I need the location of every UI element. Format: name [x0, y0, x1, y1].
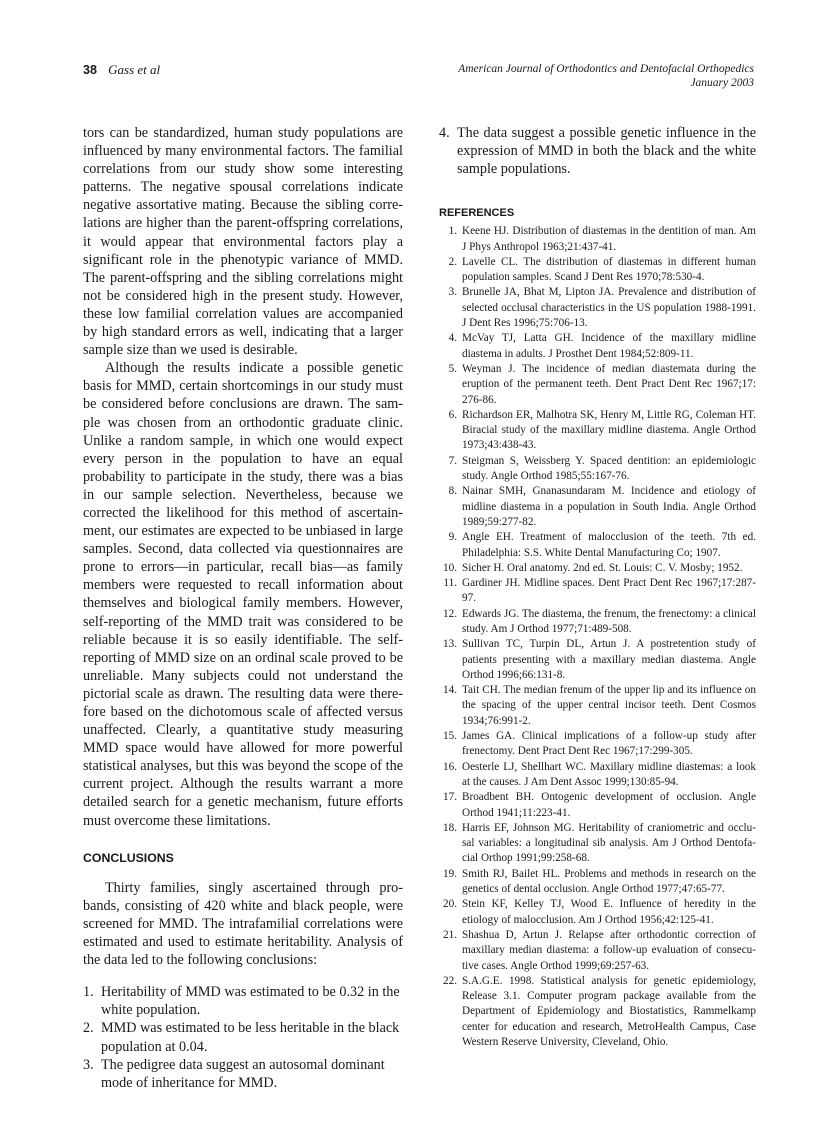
reference-number: 9. — [448, 531, 457, 544]
body-paragraph: Although the results indicate a possible genetic basis for MMD, certain shortcomings in our study must be considered before conclusions are drawn. The sam-ple was chosen from an orthodontic graduate clinic. Unlike a random sample, in which one would expect every person in the population to have an equal probability to participate in the study, there was a bias in our sample selection. Nevertheless, because we corrected the likelihood for this method of ascertain-ment, our estimates are expected to be unbiased in large samples. Second, data collected via questionnaires are prone to errors—in particular, recall bias—as family members were requested to recall information about themselves and biological family members. However, self-reporting of the MMD trait was considered to be reliable because it is so easily identifiable. The self-reporting of MMD size on an ordinal scale proved to be unreliable. Many subjects could not understand the pictorial scale as drawn. The resulting data were there-fore based on the dichotomous scale of affected versus unaffected. Clearly, a quantitative study measuring MMD space would have allowed for more powerful statistical analyses, but this was beyond the scope of the current project. Although the results warrant a more detailed search for a genetic mechanism, future efforts must overcome these limitations. — [83, 360, 403, 829]
references-heading: REFERENCES — [439, 207, 515, 220]
reference-item — [439, 561, 756, 576]
reference-text: Oesterle LJ, Shellhart WC. Maxillary midline diastemas: a look at the causes. J Am Dent Assoc 1999;130:85-94. — [462, 760, 756, 788]
reference-text: Gardiner JH. Midline spaces. Dent Pract Dent Rec 1967;17:287-97. — [462, 577, 756, 605]
conclusions-list — [83, 983, 403, 1092]
reference-item — [439, 285, 756, 331]
reference-number: 17. — [443, 791, 457, 804]
conclusion-text: The data suggest a possible genetic influence in the expression of MMD in both the black and the white sample populations. — [457, 125, 756, 178]
reference-item — [439, 607, 756, 638]
running-header-left — [83, 62, 160, 78]
reference-text: S.A.G.E. 1998. Statistical analysis for genetic epidemiology, Release 3.1. Computer program package available from the Department of Epidemiology and Biostatistics, Rammelkamp center for education and research, MetroHealth Campus, Case Western Reserve University, Cleveland, Ohio. — [462, 974, 756, 1049]
reference-item — [439, 530, 756, 561]
reference-text: Sicher H. Oral anatomy. 2nd ed. St. Louis: C. V. Mosby; 1952. — [462, 561, 743, 574]
reference-item — [439, 576, 756, 607]
conclusion-number: 4. — [439, 125, 450, 141]
running-authors: Gass et al — [108, 62, 161, 77]
reference-number: 5. — [448, 362, 457, 375]
references-list — [439, 224, 756, 1050]
reference-number: 16. — [443, 760, 457, 773]
conclusion-item — [83, 983, 403, 1019]
reference-item — [439, 867, 756, 898]
reference-item — [439, 790, 756, 821]
reference-text: Edwards JG. The diastema, the frenum, the frenectomy: a clinical study. Am J Orthod 1977;71:489-508. — [462, 607, 756, 635]
reference-number: 14. — [443, 684, 457, 697]
reference-text: McVay TJ, Latta GH. Incidence of the maxillary midline diastema in adults. J Prosthet Dent 1984;52:809-11. — [462, 332, 756, 360]
conclusions-intro: Thirty families, singly ascertained through pro-bands, consisting of 420 white and black people, were screened for MMD. The intrafamilial correlations were estimated and used to estimate heritability. Analysis of the data led to the following conclusions: — [83, 879, 403, 969]
conclusion-number: 3. — [83, 1056, 94, 1073]
reference-text: Harris EF, Johnson MG. Heritability of craniometric and occlu-sal variables: a longitudinal sib analysis. Am J Orthod Dentofa-cial Orthop 1991;99:258-68. — [462, 821, 756, 865]
reference-text: Brunelle JA, Bhat M, Lipton JA. Prevalence and distribution of selected occlusal characteristics in the US population 1988-1991. J Dent Res 1996;75:706-13. — [462, 286, 756, 330]
body-paragraph: tors can be standardized, human study populations are influenced by many environmental factors. The familial correlations from our study show some interesting patterns. The negative spousal correlations indicate negative assortative mating. Because the sibling corre-lations are higher than the parent-offspring correlations, it would appear that environmental factors play a significant role in the phenotypic variance of MMD. The parent-offspring and the sibling correlations might not be considered high in the present study. However, these low familial correlation values are accompanied by high standard errors as well, indicating that a larger sample size than we used is desirable. — [83, 125, 403, 359]
reference-text: Sullivan TC, Turpin DL, Artun J. A postretention study of patients presenting with a maxillary median diastema. Angle Orthod 1996;66:131-8. — [462, 638, 756, 681]
reference-number: 4. — [448, 332, 457, 345]
reference-number: 15. — [443, 730, 457, 743]
reference-text: Broadbent BH. Ontogenic development of occlusion. Angle Orthod 1941;11:223-41. — [462, 791, 756, 819]
reference-text: Stein KF, Kelley TJ, Wood E. Influence of heredity in the etiology of malocclusion. Am J Orthod 1956;42:125-41. — [462, 898, 756, 926]
conclusion-text: The pedigree data suggest an autosomal dominant mode of inheritance for MMD. — [101, 1056, 385, 1091]
reference-number: 13. — [443, 638, 457, 651]
conclusion-item — [439, 124, 756, 178]
reference-item — [439, 331, 756, 362]
reference-text: Tait CH. The median frenum of the upper lip and its influence on the spacing of the upper central incisor teeth. Dent Cosmos 1934;76:991-2. — [462, 684, 756, 727]
journal-title: American Journal of Orthodontics and Dentofacial Orthopedics — [458, 63, 754, 75]
conclusions-heading: CONCLUSIONS — [83, 850, 174, 865]
reference-text: Keene HJ. Distribution of diastemas in the dentition of man. Am J Phys Anthropol 1963;21:437-41. — [462, 225, 756, 253]
reference-item — [439, 408, 756, 454]
conclusion-item — [83, 1019, 403, 1055]
reference-number: 19. — [443, 867, 457, 880]
reference-item — [439, 760, 756, 791]
reference-number: 11. — [443, 577, 457, 590]
reference-item — [439, 897, 756, 928]
reference-number: 10. — [443, 561, 457, 574]
reference-number: 22. — [443, 974, 457, 987]
conclusion-number: 2. — [83, 1020, 94, 1037]
conclusion-number: 1. — [83, 984, 94, 1001]
conclusion-text: Heritability of MMD was estimated to be 0.32 in the white population. — [101, 984, 400, 1019]
reference-item — [439, 255, 756, 286]
left-column — [83, 124, 403, 1092]
reference-item — [439, 637, 756, 683]
page-number: 38 — [83, 63, 97, 77]
issue-date: January 2003 — [690, 77, 754, 89]
reference-item — [439, 454, 756, 485]
reference-item — [439, 821, 756, 867]
conclusion-item — [83, 1056, 403, 1092]
reference-text: James GA. Clinical implications of a follow-up study after frenectomy. Dent Pract Dent Rec 1967;17:299-305. — [462, 730, 756, 758]
reference-item — [439, 683, 756, 729]
reference-number: 12. — [443, 607, 457, 620]
reference-item — [439, 484, 756, 530]
reference-number: 1. — [448, 225, 457, 238]
reference-number: 3. — [448, 286, 457, 299]
reference-number: 2. — [448, 255, 457, 268]
reference-number: 6. — [448, 408, 457, 421]
reference-number: 7. — [448, 454, 457, 467]
reference-text: Angle EH. Treatment of malocclusion of the teeth. 7th ed. Philadelphia: S.S. White Dental Manufacturing Co; 1907. — [462, 531, 756, 559]
reference-item — [439, 224, 756, 255]
running-header-right — [458, 62, 754, 90]
reference-text: Smith RJ, Bailet HL. Problems and methods in research on the genetics of dental occlusion. Angle Orthod 1977;47:65-77. — [462, 867, 756, 896]
reference-number: 18. — [443, 821, 457, 834]
reference-text: Lavelle CL. The distribution of diastemas in different human population samples. Scand J Dent Res 1970;78:530-4. — [462, 255, 756, 284]
conclusion-text: MMD was estimated to be less heritable in the black population at 0.04. — [101, 1020, 400, 1055]
reference-number: 21. — [443, 928, 457, 941]
reference-text: Steigman S, Weissberg Y. Spaced dentition: an epidemiologic study. Angle Orthod 1985;55:167-76. — [462, 454, 756, 483]
reference-item — [439, 974, 756, 1050]
reference-text: Weyman J. The incidence of median diastemata during the eruption of the permanent teeth. Dent Pract Dent Rec 1967;17: 276-86. — [462, 362, 756, 406]
right-column — [439, 124, 756, 1050]
reference-text: Shashua D, Artun J. Relapse after orthodontic correction of maxillary median diastema: a follow-up evaluation of consecu-tive cases. Angle Orthod 1999;69:257-63. — [462, 928, 756, 972]
reference-text: Richardson ER, Malhotra SK, Henry M, Little RG, Coleman HT. Biracial study of the maxillary midline diastema. Angle Orthod 1973;43:438-43. — [462, 408, 756, 452]
reference-number: 8. — [448, 485, 457, 498]
reference-item — [439, 362, 756, 408]
reference-item — [439, 729, 756, 760]
reference-text: Nainar SMH, Gnanasundaram M. Incidence and etiology of midline diastema in a population in South India. Angle Orthod 1989;59:277-82. — [462, 485, 756, 528]
reference-number: 20. — [443, 898, 457, 911]
reference-item — [439, 928, 756, 974]
